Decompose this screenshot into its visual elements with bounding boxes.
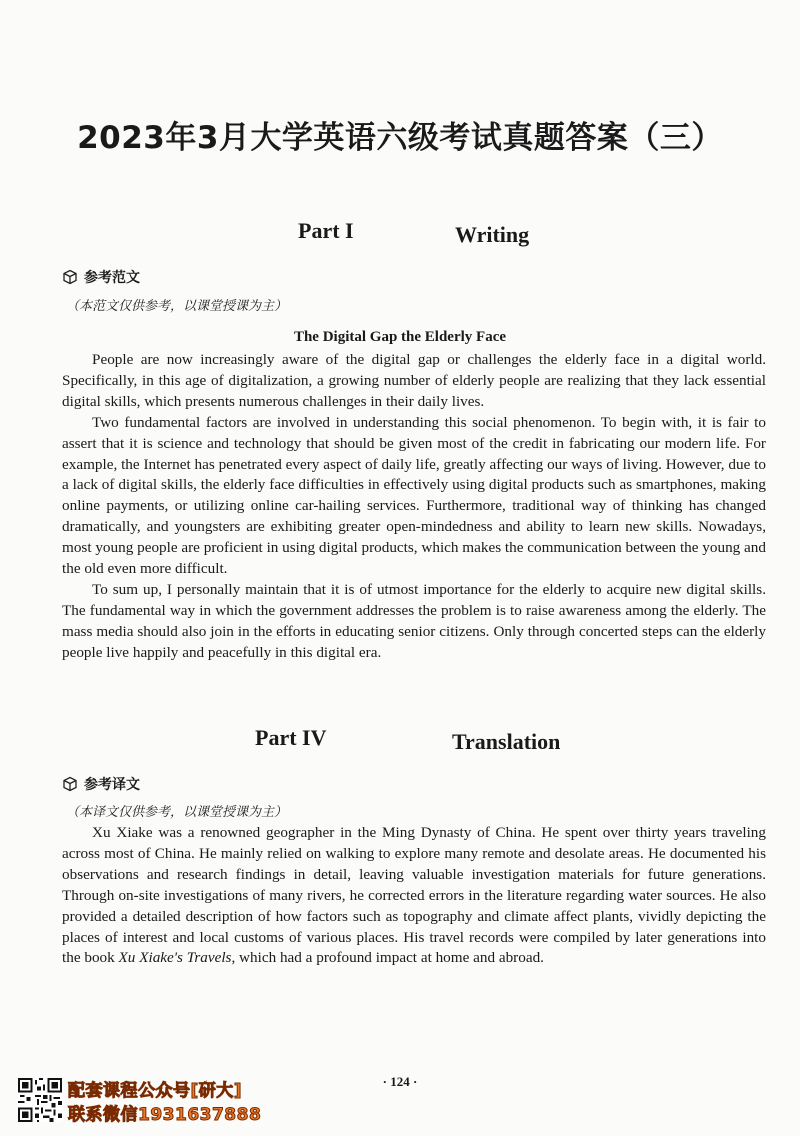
part-1-heading bbox=[0, 218, 800, 252]
essay-body bbox=[62, 350, 766, 664]
book-title: Xu Xiake's Travels bbox=[118, 949, 232, 967]
essay-paragraph: To sum up, I personally maintain that it is of utmost importance for the elderly to acquire new digital skills. The fundamental way in which the government addresses the problem is to raise awareness among the elderly. The mass media should also join in the efforts in educating senior citizens. Only through concerted steps can the elderly people live happily and peacefully in this digital era. bbox=[62, 580, 766, 661]
section-label-sample-essay bbox=[62, 267, 140, 287]
translation-text-end: , which had a profound impact at home and abroad. bbox=[231, 949, 544, 967]
section-label-reference-translation bbox=[62, 774, 140, 794]
page-title: 2023年3月大学英语六级考试真题答案（三） bbox=[77, 120, 723, 156]
essay-paragraph: People are now increasingly aware of the digital gap or challenges the elderly face in a digital world. Specifically, in this age of digitalization, a growing number of elderly people are realizing that they lack essential digital skills, which presents numerous challenges in their daily lives. bbox=[62, 351, 766, 410]
translation-body bbox=[62, 823, 766, 969]
part-4-heading bbox=[0, 725, 800, 759]
cube-icon bbox=[62, 776, 78, 792]
cube-icon bbox=[62, 269, 78, 285]
watermark-line-1: 配套课程公众号[研大] bbox=[68, 1081, 243, 1101]
section-label-text: 参考译文 bbox=[84, 777, 140, 793]
essay-paragraph: Two fundamental factors are involved in understanding this social phenomenon. To begin with, it is fair to assert that it is science and technology that should be given most of the credit in fabricating our modern life. For example, the Internet has penetrated every aspect of daily life, greatly affecting our ways of living. However, due to a lack of digital skills, the elderly face difficulties in effectively using digital products such as smartphones, making online payments, or utilizing online car-hailing services. Furthermore, traditional way of thinking has changed dramatically, and youngsters are exhibiting greater open-mindedness and ability to learn new skills. Nowadays, most young people are proficient in using digital products, which makes the communication between the young and the old even more difficult. bbox=[62, 413, 766, 578]
reference-note: （本译文仅供参考，以课堂授课为主） bbox=[66, 805, 288, 820]
watermark-line-2: 联系微信1931637888 bbox=[68, 1105, 262, 1125]
part-1-number: Part I bbox=[298, 218, 354, 243]
qr-code-icon bbox=[18, 1078, 62, 1122]
section-label-text: 参考范文 bbox=[84, 270, 140, 286]
translation-paragraph bbox=[62, 823, 766, 969]
essay-title: The Digital Gap the Elderly Face bbox=[293, 329, 507, 345]
watermark bbox=[18, 1078, 318, 1128]
reference-note: （本范文仅供参考，以课堂授课为主） bbox=[66, 299, 288, 314]
part-1-name: Writing bbox=[455, 222, 530, 247]
page-number: · 124 · bbox=[382, 1074, 418, 1089]
translation-text: Xu Xiake was a renowned geographer in the Ming Dynasty of China. He spent over thirty years traveling across most of China. He mainly relied on walking to explore many remote and desolate areas. He documented his observations and research findings in detail, leaving valuable investigation materials for future generations. Through on-site investigations of many rivers, he corrected errors in the literature regarding water sources. He also provided a detailed description of how factors such as topography and climate affect plants, vividly depicting the places of interest and local customs of various places. His travel records were compiled by later generations into the book bbox=[62, 824, 766, 967]
part-4-name: Translation bbox=[452, 729, 561, 754]
part-4-number: Part IV bbox=[255, 725, 327, 750]
